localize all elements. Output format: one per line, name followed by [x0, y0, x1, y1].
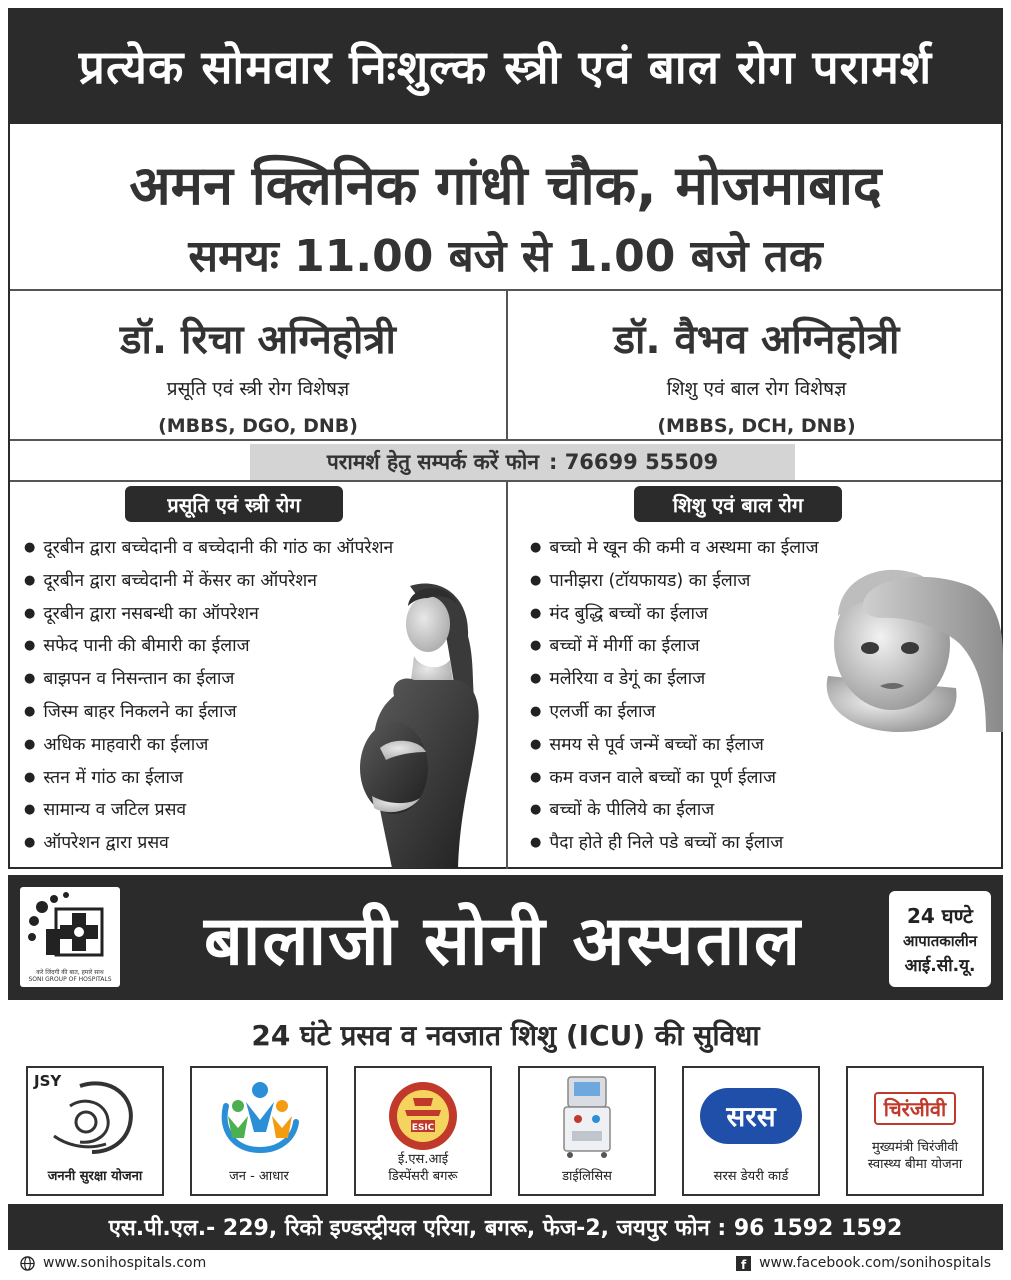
doctor-degrees: (MBBS, DCH, DNB) — [657, 415, 856, 437]
icu-line1: 24 घण्टे — [907, 904, 973, 928]
list-item: ● दूरबीन द्वारा नसबन्धी का ऑपरेशन — [24, 598, 393, 631]
list-item: ● एलर्जी का ईलाज — [530, 696, 819, 729]
scheme-caption: जन - आधार — [229, 1169, 289, 1185]
list-item: ● सामान्य व जटिल प्रसव — [24, 794, 393, 827]
children-services-list — [530, 532, 819, 860]
list-item: ● बाझपन व निसन्तान का ईलाज — [24, 663, 393, 696]
doctor-name: डॉ. रिचा अग्निहोत्री — [120, 317, 396, 363]
clinic-name: अमन क्लिनिक गांधी चौक, मोजमाबाद — [129, 154, 882, 217]
scheme-card-jan-aadhar — [190, 1066, 328, 1196]
logo-group-name: SONI GROUP OF HOSPITALS — [28, 975, 112, 983]
doctor-card-richa — [10, 310, 506, 437]
icu-line3: आई.सी.यू. — [904, 956, 976, 976]
top-banner — [8, 8, 1003, 124]
facebook-link[interactable] — [736, 1255, 991, 1271]
section-title: शिशु एवं बाल रोग — [672, 492, 804, 517]
scheme-caption: डाईलिसिस — [562, 1169, 612, 1185]
list-item: ● मलेरिया व डेगूं का ईलाज — [530, 663, 819, 696]
women-services-list — [24, 532, 393, 860]
scheme-card-saras — [682, 1066, 820, 1196]
list-item: ● बच्चों में मीर्गी का ईलाज — [530, 630, 819, 663]
main-frame — [8, 124, 1003, 869]
section-title-women — [125, 486, 343, 522]
address-bar — [8, 1204, 1003, 1250]
facebook-url[interactable]: www.facebook.com/sonihospitals — [759, 1255, 991, 1271]
list-item: ● अधिक माहवारी का ईलाज — [24, 729, 393, 762]
doctor-specialty: शिशु एवं बाल रोग विशेषज्ञ — [666, 378, 847, 400]
list-item: ● दूरबीन द्वारा बच्चेदानी व बच्चेदानी की गांठ का ऑपरेशन — [24, 532, 393, 565]
list-item: ● कम वजन वाले बच्चों का पूर्ण ईलाज — [530, 762, 819, 795]
dialysis-machine-icon — [552, 1073, 622, 1159]
scheme-card-jsy — [26, 1066, 164, 1196]
list-item: ● बच्चों के पीलिये का ईलाज — [530, 794, 819, 827]
address-text: एस.पी.एल.- 229, रिको इण्डस्ट्रीयल एरिया, बगरू, फेज-2, जयपुर फोन : 96 1592 1592 — [108, 1216, 903, 1241]
scheme-caption: मुख्यमंत्री चिरंजीवी स्वास्थ्य बीमा योजना — [867, 1140, 963, 1173]
website-link[interactable] — [20, 1255, 206, 1271]
soni-cross-icon — [20, 887, 120, 965]
icu-line2: आपातकालीन — [902, 932, 978, 950]
list-item: ● पानीझरा (टॉयफायड) का ईलाज — [530, 565, 819, 598]
doctor-degrees: (MBBS, DGO, DNB) — [158, 415, 358, 437]
chiranjeevi-logo: चिरंजीवी — [874, 1092, 956, 1125]
scheme-caption: सरस डेयरी कार्ड — [713, 1169, 789, 1185]
list-item: ● जिस्म बाहर निकलने का ईलाज — [24, 696, 393, 729]
list-item: ● स्तन में गांठ का ईलाज — [24, 762, 393, 795]
section-title: प्रसूति एवं स्त्री रोग — [167, 492, 301, 517]
jan-aadhar-people-icon — [214, 1076, 304, 1156]
scheme-caption: जननी सुरक्षा योजना — [47, 1169, 143, 1185]
list-item: ● सफेद पानी की बीमारी का ईलाज — [24, 630, 393, 663]
scheme-caption: ई.एस.आई डिस्पेंसरी बगरू — [388, 1152, 458, 1185]
scheme-card-dialysis — [518, 1066, 656, 1196]
logo-tagline: करे जिंदगी की बात, हमारे साथ — [36, 968, 104, 976]
contact-phone[interactable]: : 76699 55509 — [548, 450, 719, 474]
list-item: ● बच्चो मे खून की कमी व अस्थमा का ईलाज — [530, 532, 819, 565]
website-url[interactable]: www.sonihospitals.com — [43, 1255, 207, 1271]
sick-child-photo — [810, 556, 1003, 732]
list-item: ● पैदा होते ही निले पडे बच्चों का ईलाज — [530, 827, 819, 860]
scheme-card-esic — [354, 1066, 492, 1196]
hospital-logo — [20, 887, 120, 987]
saras-logo: सरस — [700, 1088, 802, 1144]
banner-title: प्रत्येक सोमवार निःशुल्क स्त्री एवं बाल रोग परामर्श — [78, 40, 933, 94]
divider — [10, 439, 1001, 441]
facebook-icon: f — [736, 1256, 751, 1271]
doctor-name: डॉ. वैभव अग्निहोत्री — [613, 317, 900, 363]
globe-icon — [20, 1256, 35, 1271]
contact-bar — [250, 444, 795, 480]
hospital-name: बालाजी सोनी अस्पताल — [203, 902, 802, 981]
icu-badge — [889, 891, 991, 987]
divider — [506, 480, 508, 869]
list-item: ● ऑपरेशन द्वारा प्रसव — [24, 827, 393, 860]
facility-text: 24 घंटे प्रसव व नवजात शिशु (ICU) की सुविधा — [251, 1019, 760, 1052]
esic-emblem-icon — [383, 1076, 463, 1156]
scheme-card-chiranjeevi — [846, 1066, 984, 1196]
hospital-banner — [8, 875, 1003, 1000]
list-item: ● मंद बुद्धि बच्चों का ईलाज — [530, 598, 819, 631]
clinic-timing: समयः 11.00 बजे से 1.00 बजे तक — [188, 231, 823, 282]
jsy-badge: JSY — [34, 1072, 62, 1090]
doctor-specialty: प्रसूति एवं स्त्री रोग विशेषज्ञ — [166, 378, 350, 400]
list-item: ● समय से पूर्व जन्में बच्चों का ईलाज — [530, 729, 819, 762]
scheme-cards — [26, 1066, 986, 1196]
esic-badge: ESIC — [411, 1123, 435, 1133]
doctor-card-vaibhav — [508, 310, 1005, 437]
section-title-children — [634, 486, 842, 522]
contact-label: परामर्श हेतु सम्पर्क करें फोन — [326, 450, 539, 474]
list-item: ● दूरबीन द्वारा बच्चेदानी में केंसर का ऑपरेशन — [24, 565, 393, 598]
mother-baby-icon — [40, 1076, 150, 1156]
footer — [8, 1250, 1003, 1276]
